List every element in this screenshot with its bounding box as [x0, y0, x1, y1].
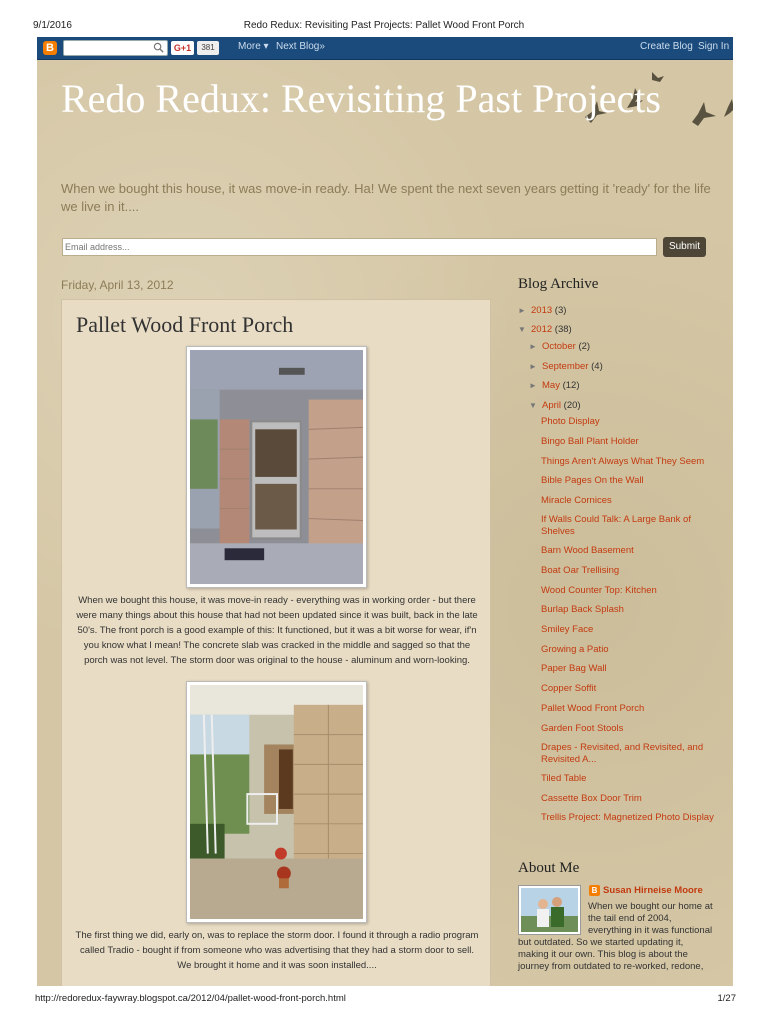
- archive-count: (4): [591, 361, 603, 372]
- post-date: Friday, April 13, 2012: [61, 278, 174, 292]
- more-menu-button[interactable]: More ▾: [238, 41, 269, 52]
- porch-photo-after[interactable]: [186, 681, 367, 923]
- about-me-text: [518, 901, 713, 973]
- archive-count: (2): [578, 341, 591, 352]
- page-url: http://redoredux-faywray.blogspot.ca/2012/04/pallet-wood-front-porch.html: [35, 993, 346, 1004]
- archive-post-link[interactable]: Cassette Box Door Trim: [541, 793, 642, 804]
- archive-post-link[interactable]: Wood Counter Top: Kitchen: [541, 585, 657, 596]
- print-title: Redo Redux: Revisiting Past Projects: Pallet Wood Front Porch: [243, 20, 525, 31]
- archive-post-link[interactable]: Pallet Wood Front Porch: [541, 703, 645, 714]
- blogger-profile-icon: B: [589, 885, 600, 896]
- archive-post-link[interactable]: Boat Oar Trellising: [541, 565, 620, 576]
- profile-name-link[interactable]: Susan Hirneise Moore: [603, 885, 703, 896]
- archive-month-label[interactable]: September: [542, 361, 589, 372]
- archive-month-label[interactable]: October: [542, 341, 576, 352]
- archive-count: (12): [562, 380, 580, 391]
- archive-post-link[interactable]: Burlap Back Splash: [541, 604, 624, 615]
- archive-year-2012[interactable]: [518, 324, 572, 335]
- blog-archive-title: Blog Archive: [518, 276, 599, 292]
- archive-month-label[interactable]: April: [542, 400, 562, 411]
- about-me-title: About Me: [518, 860, 580, 876]
- archive-post-link[interactable]: Paper Bag Wall: [541, 663, 607, 674]
- sign-in-link[interactable]: Sign In: [698, 41, 730, 52]
- collapse-arrow-icon[interactable]: ▼: [518, 325, 526, 334]
- email-field[interactable]: [62, 238, 657, 256]
- expand-arrow-icon[interactable]: ►: [529, 362, 537, 371]
- archive-count: (3): [554, 305, 567, 316]
- bird-icon: [724, 99, 733, 117]
- archive-post-link[interactable]: Things Aren't Always What They Seem: [541, 456, 705, 467]
- expand-arrow-icon[interactable]: ►: [529, 381, 537, 390]
- print-date: 9/1/2016: [33, 20, 72, 31]
- blog-title[interactable]: Redo Redux: Revisiting Past Projects: [61, 76, 661, 121]
- submit-button[interactable]: Submit: [663, 237, 706, 257]
- archive-post-link[interactable]: Garden Foot Stools: [541, 723, 624, 734]
- create-blog-link[interactable]: Create Blog: [640, 41, 693, 52]
- archive-post-link[interactable]: Growing a Patio: [541, 644, 609, 655]
- archive-year-2013[interactable]: [518, 305, 566, 316]
- post-title[interactable]: Pallet Wood Front Porch: [76, 312, 294, 337]
- expand-arrow-icon[interactable]: ►: [518, 306, 526, 315]
- google-plus-button[interactable]: G+1: [171, 41, 194, 55]
- post: [61, 299, 491, 986]
- page-number: 1/27: [717, 993, 736, 1004]
- navbar-search-input[interactable]: [63, 40, 168, 56]
- archive-post-link[interactable]: Bible Pages On the Wall: [541, 475, 644, 486]
- archive-year-label[interactable]: 2013: [531, 305, 553, 316]
- post-paragraph: When we bought this house, it was move-in ready - everything was in working order - but there were many things about this house that had not been updated since it was built, back in the late 50's. The front porch is a good example of this: It functioned, but it was a bit worse for wear, if'n you know what I mean! The concrete slab was cracked in the middle and sagged so that the porch was not level. The storm door was original to the house - aluminum and worn-looking.: [76, 595, 478, 666]
- blog-description: When we bought this house, it was move-in ready. Ha! We spent the next seven years getting it 'ready' for the life we live in it....: [61, 181, 711, 214]
- archive-month-label[interactable]: May: [542, 380, 560, 391]
- blogger-icon[interactable]: B: [43, 41, 57, 55]
- about-text-rest: but outdated. So we started updating it, making it our own. This blog is about the journey from outdated to re-worked, redone,: [518, 937, 704, 972]
- archive-month-october[interactable]: [529, 341, 590, 352]
- post-paragraph: The first thing we did, early on, was to replace the storm door. I found it through a radio program called Tradio - bought if from someone who was advertising that they had a storm door to sell. We brought it home and it was soon installed....: [75, 930, 479, 971]
- print-footer: [0, 993, 768, 1013]
- about-text-first: When we bought our home at the tail end of 2004, everything in it was functional: [588, 901, 713, 936]
- google-plus-count: 381: [197, 41, 219, 55]
- archive-post-link[interactable]: Barn Wood Basement: [541, 545, 634, 556]
- bird-icon: [692, 102, 716, 126]
- archive-post-link[interactable]: Copper Soffit: [541, 683, 597, 694]
- archive-month-april[interactable]: [529, 400, 581, 411]
- archive-post-link[interactable]: Miracle Cornices: [541, 495, 612, 506]
- next-blog-link[interactable]: Next Blog»: [276, 41, 325, 52]
- blog-page: [37, 37, 733, 986]
- archive-post-link[interactable]: Drapes - Revisited, and Revisited, and Revisited A...: [541, 742, 704, 765]
- print-header: [0, 0, 768, 36]
- archive-post-link[interactable]: If Walls Could Talk: A Large Bank of Shelves: [541, 514, 691, 537]
- blogger-navbar: [37, 37, 733, 60]
- archive-post-link[interactable]: Smiley Face: [541, 624, 594, 635]
- expand-arrow-icon[interactable]: ►: [529, 342, 537, 351]
- archive-month-september[interactable]: [529, 361, 603, 372]
- collapse-arrow-icon[interactable]: ▼: [529, 401, 537, 410]
- archive-post-link[interactable]: Tiled Table: [541, 773, 587, 784]
- archive-post-link[interactable]: Bingo Ball Plant Holder: [541, 436, 639, 447]
- archive-year-label[interactable]: 2012: [531, 324, 553, 335]
- archive-count: (20): [563, 400, 581, 411]
- archive-count: (38): [554, 324, 572, 335]
- archive-post-link[interactable]: Trellis Project: Magnetized Photo Display: [541, 812, 714, 823]
- archive-post-link[interactable]: Photo Display: [541, 416, 600, 427]
- search-icon[interactable]: [153, 42, 164, 53]
- porch-photo-before[interactable]: [186, 346, 367, 588]
- archive-month-may[interactable]: [529, 380, 580, 391]
